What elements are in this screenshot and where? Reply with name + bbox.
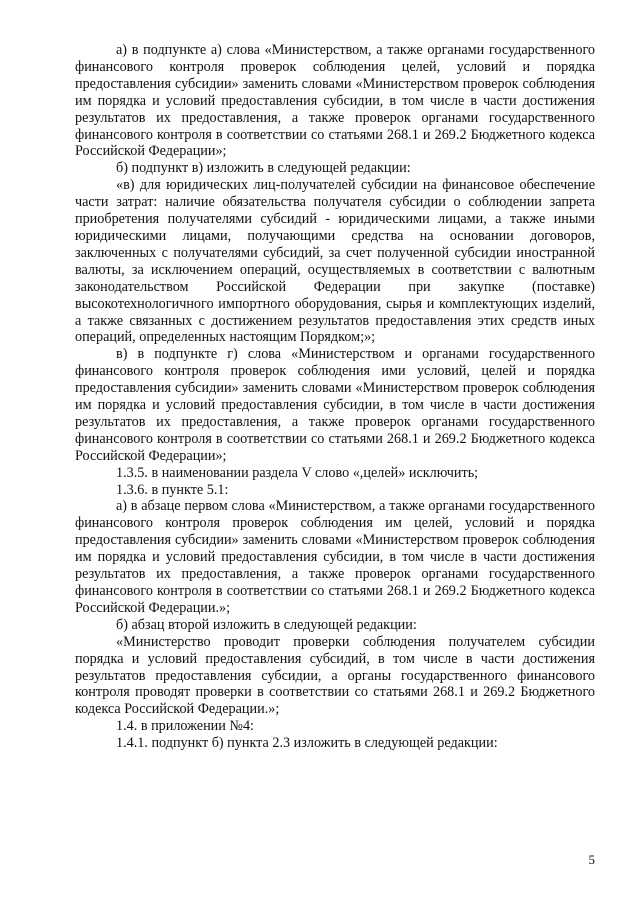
paragraph-ministry-checks: «Министерство проводит проверки соблюдения получателем субсидии порядка и условий предоставления субсидий, в том числе в части достижения результатов предоставления субсидии, а органы государственного финансового контроля проводят проверки в соответствии со статьями 268.1 и 269.2 Бюджетного кодекса Российской Федерации.»; (75, 633, 595, 718)
page-number: 5 (588, 852, 595, 867)
paragraph-1-4-1: 1.4.1. подпункт б) пункта 2.3 изложить в следующей редакции: (116, 735, 498, 752)
paragraph-amend-subpoint-a: а) в подпункте а) слова «Министерством, а также органами государственного финансового контроля проверок соблюдения целей, условий и порядка предоставления субсидии» заменить словами «Министерством проверок соблюдения им порядка и условий предоставления субсидии, в том числе в части достижения результатов их предоставления, а также проверок органами государственного финансового контроля в соответствии со статьями 268.1 и 269.2 Бюджетного кодекса Российской Федерации»; (75, 42, 595, 160)
paragraph-subpoint-v-new-text: «в) для юридических лиц-получателей субсидии на финансовое обеспечение части затрат: наличие обязательства получателя субсидии о соблюдении запрета приобретения получателями субсидий - юридическими лицами, а также иными юридическими лицами, получающими средства на основании договоров, заключенных с получателями субсидий, за счет полученной субсидии иностранной валюты, за исключением операций, осуществляемых в соответствии с валютным законодательством Российской Федерации при закупке (поставке) высокотехнологичного импортного оборудования, сырья и комплектующих изделий, а также связанных с достижением результатов предоставления этих средств иных операций, определенных настоящим Порядком;»; (75, 177, 595, 346)
paragraph-first-abzats-amend: а) в абзаце первом слова «Министерством, а также органами государственного финансового контроля проверок соблюдения им целей, условий и порядка предоставления субсидии» заменить словами «Министерством проверок соблюдения им порядка и условий предоставления субсидии, в том числе в части достижения результатов их предоставления, а также проверок органами государственного финансового контроля в соответствии со статьями 268.1 и 269.2 Бюджетного кодекса Российской Федерации.»; (75, 498, 595, 616)
paragraph-amend-subpoint-g: в) в подпункте г) слова «Министерством и органами государственного финансового контроля проверок соблюдения ими условий, целей и порядка предоставления субсидии» заменить словами «Министерством проверок соблюдения им порядка и условий предоставления субсидии, в том числе в части достижения результатов их предоставления, а также проверок органами государственного финансового контроля в соответствии со статьями 268.1 и 269.2 Бюджетного кодекса Российской Федерации»; (75, 346, 595, 464)
document-body (75, 42, 595, 752)
paragraph-second-abzats-intro: б) абзац второй изложить в следующей редакции: (116, 616, 417, 633)
paragraph-subpoint-b-intro: б) подпункт в) изложить в следующей редакции: (116, 160, 411, 177)
paragraph-1-4: 1.4. в приложении №4: (116, 718, 254, 735)
paragraph-1-3-5: 1.3.5. в наименовании раздела V слово «,целей» исключить; (116, 464, 479, 481)
paragraph-1-3-6: 1.3.6. в пункте 5.1: (116, 481, 229, 498)
